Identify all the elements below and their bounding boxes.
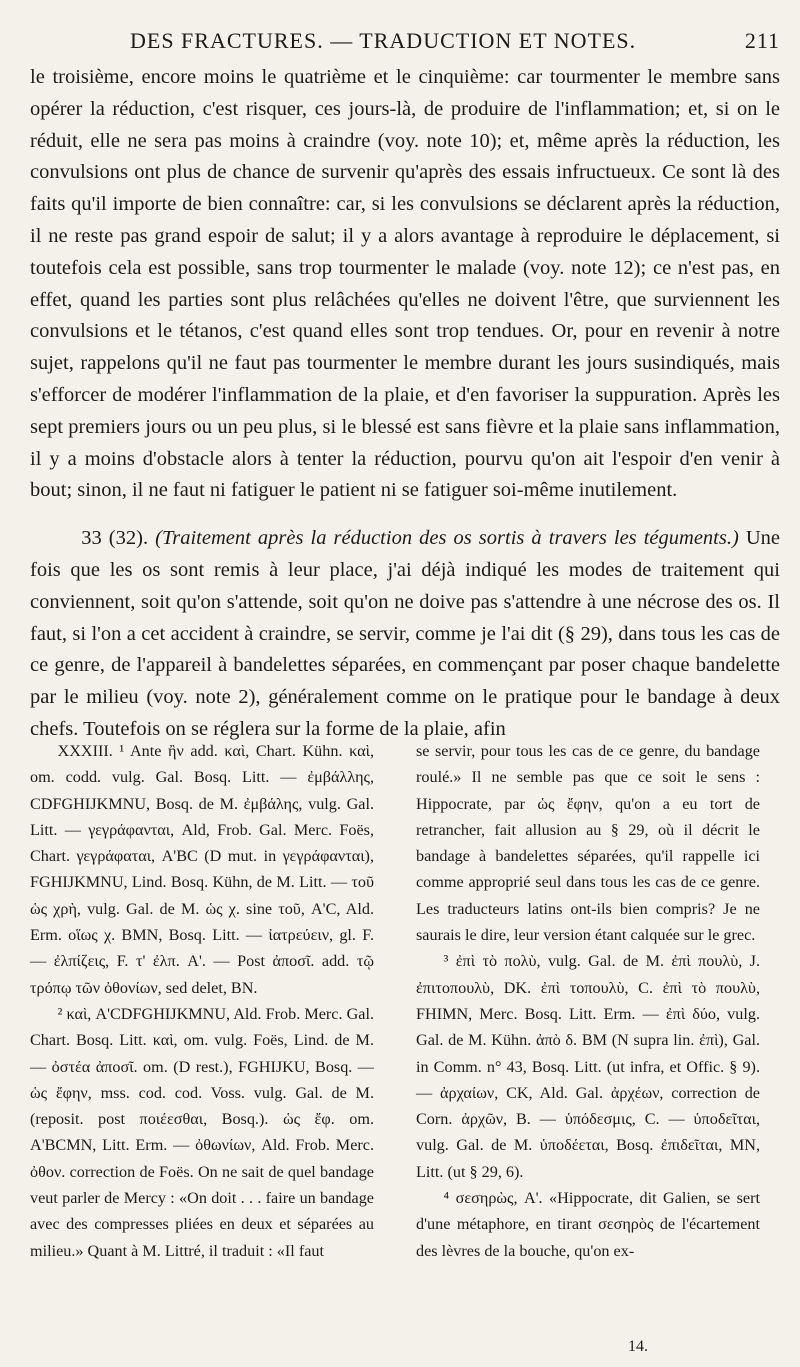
- main-text: [30, 62, 780, 746]
- page-number: 211: [744, 28, 780, 53]
- paragraph-body: Une fois que les os sont remis à leur place, j'ai déjà indiqué les modes de traitement qui conviennent, soit qu'on s'attende, soit qu'on ne doive pas s'attendre à une nécrose des os. Il faut, si l'on a cet accident à craindre, se servir, comme je l'ai dit (§ 29), dans tous les cas de ce genre, de l'appareil à bandelettes séparées, en commençant par poser chaque bandelette par le milieu (voy. note 2), généralement comme on le pratique pour le bandage à deux chefs. Toutefois on se réglera sur la forme de la plaie, afin: [30, 527, 781, 740]
- page: [30, 0, 782, 1367]
- footnote-4: ⁴ σεσηρὼς, A'. «Hippocrate, dit Galien, se sert d'une métaphore, en tirant σεσηρὸς de l'écartement des lèvres de la bouche, qu'on ex-: [416, 1189, 760, 1260]
- footnotes-right-column: [416, 738, 760, 1264]
- footnote-1: XXXIII. ¹ Ante ἢν add. καὶ, Chart. Kühn. καὶ, om. codd. vulg. Gal. Bosq. Litt. — ἐμβάλλης, CDFGHIJKMNU, Bosq. de M. ἐμβάλης, vulg. Gal. Litt. — γεγράφανται, Ald, Frob. Gal. Merc. Foës, Chart. γεγράφαται, A'BC (D mut. in γεγράφανται), FGHIJKMNU, Lind. Bosq. Kühn, de M. Litt. — τοῦ ὡς χρὴ, vulg. Gal. de M. ὡς χ. sine τοῦ, A'C, Ald. Erm. οἵως χ. BMN, Bosq. Litt. — ἰατρεύειν, gl. F. — ἐλπίζεις, F. τ' ἐλπ. A'. — Post ἀποσῖ. add. τῷ τρόπῳ τῶν ὀθονίων, sed delet, BN.: [30, 742, 374, 997]
- footnote-2: ² καὶ, A'CDFGHIJKMNU, Ald. Frob. Merc. Gal. Chart. Bosq. Litt. καὶ, om. vulg. Foës, Lind. de M. — ὀστέα ἀποσῖ. om. (D rest.), FGHIJKU, Bosq. — ὡς ἔφην, mss. cod. cod. Voss. vulg. Gal. de M. (reposit. post ποιέεσθαι, Bosq.). ὡς ἔφ. om. A'BCMN, Litt. Erm. — ὀθωνίων, Ald. Frob. Merc. ὀθον. correction de Foës. On ne sait de quel bandage veut parler de Mercy : «On doit . . . faire un bandage avec des compresses pliées en deux et séparées au milieu.» Quant à M. Littré, il traduit : «Il faut: [30, 1004, 374, 1260]
- footnotes-left-column: [30, 738, 374, 1264]
- running-title: DES FRACTURES. — TRADUCTION ET NOTES.: [130, 28, 637, 53]
- footnotes: [30, 738, 782, 1338]
- footnote-3: ³ ἐπὶ τὸ πολὺ, vulg. Gal. de M. ἐπὶ πουλὺ, J. ἐπιτοπουλὺ, DK. ἐπὶ τοπουλὺ, C. ἐπὶ τὸ πουλὺ, FHIMN, Merc. Bosq. Litt. Erm. — ἐπὶ δύο, vulg. Gal. de M. Kühn. ἀπὸ δ. BM (N supra lin. ἐπὶ), Gal. in Comm. n° 43, Bosq. Litt. (ut infra, et Offic. § 9). — ἀρχαίων, CK, Ald. Gal. ἀρχέων, correction de Corn. ἀρχῶν, B. — ὑπόδεσμις, C. — ὑποδεῖται, vulg. Gal. de M. ὑποδέεται, Bosq. ἐπιδεῖται, MN, Litt. (ut § 29, 6).: [416, 952, 760, 1181]
- signature-mark: 14.: [628, 1338, 648, 1355]
- section-number: 33 (32).: [81, 527, 149, 550]
- paragraph: le troisième, encore moins le quatrième et le cinquième: car tourmenter le membre sans opérer la réduction, c'est risquer, ces jours-là, de produire de l'inflammation; et, si on le réduit, elle ne sera pas moins à craindre (voy. note 10); et, même après la réduction, les convulsions ont plus de chance de survenir qu'après des essais infructueux. Ce sont là des faits qu'il importe de bien connaître: car, si les convulsions se déclarent après la réduction, il ne reste pas grand espoir de salut; il y a alors avantage à reproduire le déplacement, si toutefois cela est possible, sans trop tourmenter le malade (voy. note 12); ce n'est pas, en effet, quand les parties sont plus relâchées qu'elles ne doivent l'être, que surviennent les convulsions et le tétanos, c'est quand elles sont trop tendues. Or, pour en revenir à notre sujet, rappelons qu'il ne faut pas tourmenter le membre durant les jours susindiqués, mais s'efforcer de modérer l'inflammation de la plaie, et d'en favoriser la suppuration. Après les sept premiers jours ou un peu plus, si le blessé est sans fièvre et la plaie sans inflammation, il y a moins d'obstacle alors à tenter la réduction, pourvu qu'on ait l'espoir d'en venir à bout; sinon, il ne faut ni fatiguer le patient ni se fatiguer soi-même inutilement.: [30, 66, 780, 502]
- paragraph-section-33: [30, 523, 780, 746]
- section-heading: (Traitement après la réduction des os sortis à travers les téguments.): [155, 527, 739, 550]
- footnote-2-continued: se servir, pour tous les cas de ce genre, du bandage roulé.» Il ne semble pas que ce soit le sens : Hippocrate, par ὡς ἔφην, qu'on a eu tort de retrancher, fait allusion au § 29, où il décrit le bandage à bandelettes séparées, qu'il rappelle ici comme approprié seul dans tous les cas de ce genre. Les traducteurs latins ont-ils bien compris? Je ne saurais le dire, leur version étant calquée sur le grec.: [416, 742, 760, 945]
